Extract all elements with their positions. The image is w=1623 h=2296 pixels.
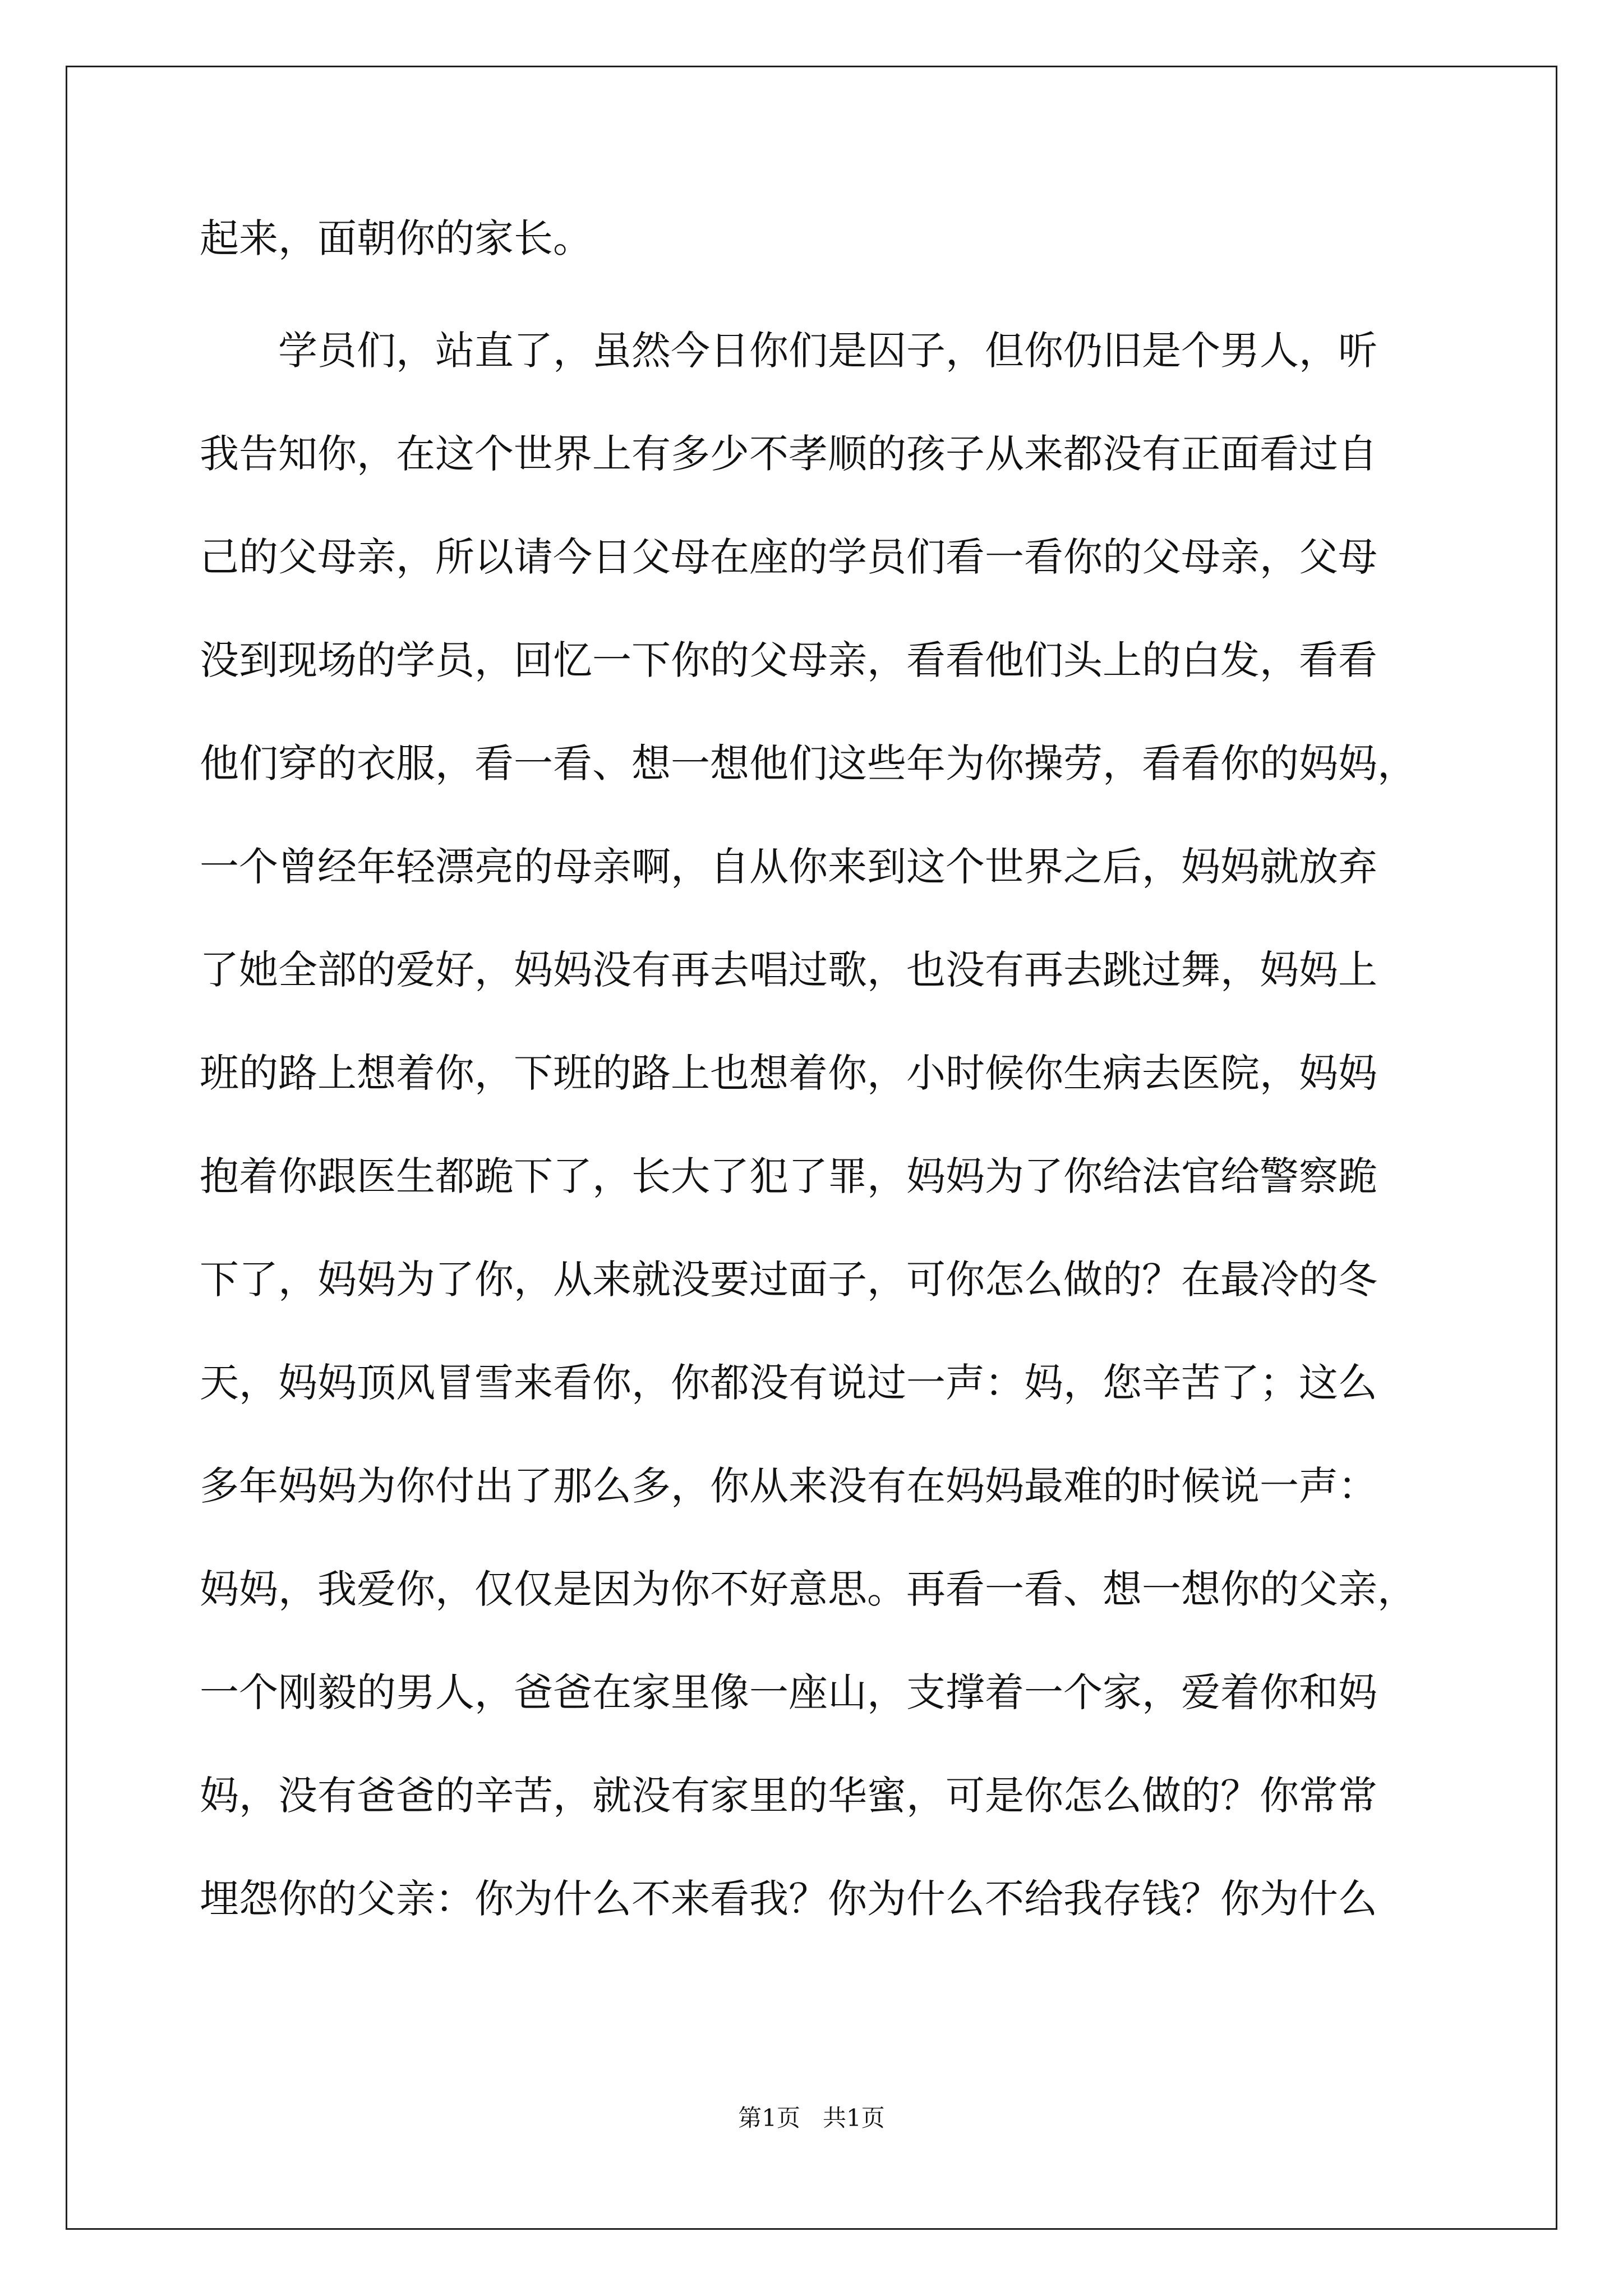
text-line: 妈妈，我爱你，仅仅是因为你不好意思。再看一看、想一想你的父亲， (200, 1566, 1417, 1612)
text-line: 天，妈妈顶风冒雪来看你，你都没有说过一声：妈，您辛苦了；这么 (200, 1360, 1377, 1406)
text-line: 他们穿的衣服，看一看、想一想他们这些年为你操劳，看看你的妈妈， (200, 740, 1417, 786)
text-line: 己的父母亲，所以请今日父母在座的学员们看一看你的父母亲，父母 (200, 534, 1377, 580)
text-line: 一个刚毅的男人，爸爸在家里像一座山，支撑着一个家，爱着你和妈 (200, 1669, 1377, 1715)
text-line: 一个曾经年轻漂亮的母亲啊，自从你来到这个世界之后，妈妈就放弃 (200, 844, 1377, 890)
text-line: 学员们，站直了，虽然今日你们是囚子，但你仍旧是个男人，听 (278, 328, 1377, 374)
text-line: 了她全部的爱好，妈妈没有再去唱过歌，也没有再去跳过舞，妈妈上 (200, 947, 1377, 993)
text-line: 班的路上想着你，下班的路上也想着你，小时候你生病去医院，妈妈 (200, 1050, 1377, 1096)
text-line: 妈，没有爸爸的辛苦，就没有家里的华蜜，可是你怎么做的？你常常 (200, 1773, 1377, 1819)
text-line: 抱着你跟医生都跪下了，长大了犯了罪，妈妈为了你给法官给警察跪 (200, 1153, 1377, 1199)
text-line: 起来，面朝你的家长。 (200, 215, 592, 261)
text-line: 多年妈妈为你付出了那么多，你从来没有在妈妈最难的时候说一声： (200, 1463, 1377, 1509)
text-line: 埋怨你的父亲：你为什么不来看我？你为什么不给我存钱？你为什么 (200, 1876, 1377, 1922)
page-footer: 第1页 共1页 (738, 2104, 885, 2132)
text-line: 下了，妈妈为了你，从来就没要过面子，可你怎么做的？在最冷的冬 (200, 1257, 1377, 1303)
document-body (200, 215, 1433, 1982)
text-line: 没到现场的学员，回忆一下你的父母亲，看看他们头上的白发，看看 (200, 637, 1377, 683)
text-line: 我告知你，在这个世界上有多少不孝顺的孩子从来都没有正面看过自 (200, 431, 1377, 477)
